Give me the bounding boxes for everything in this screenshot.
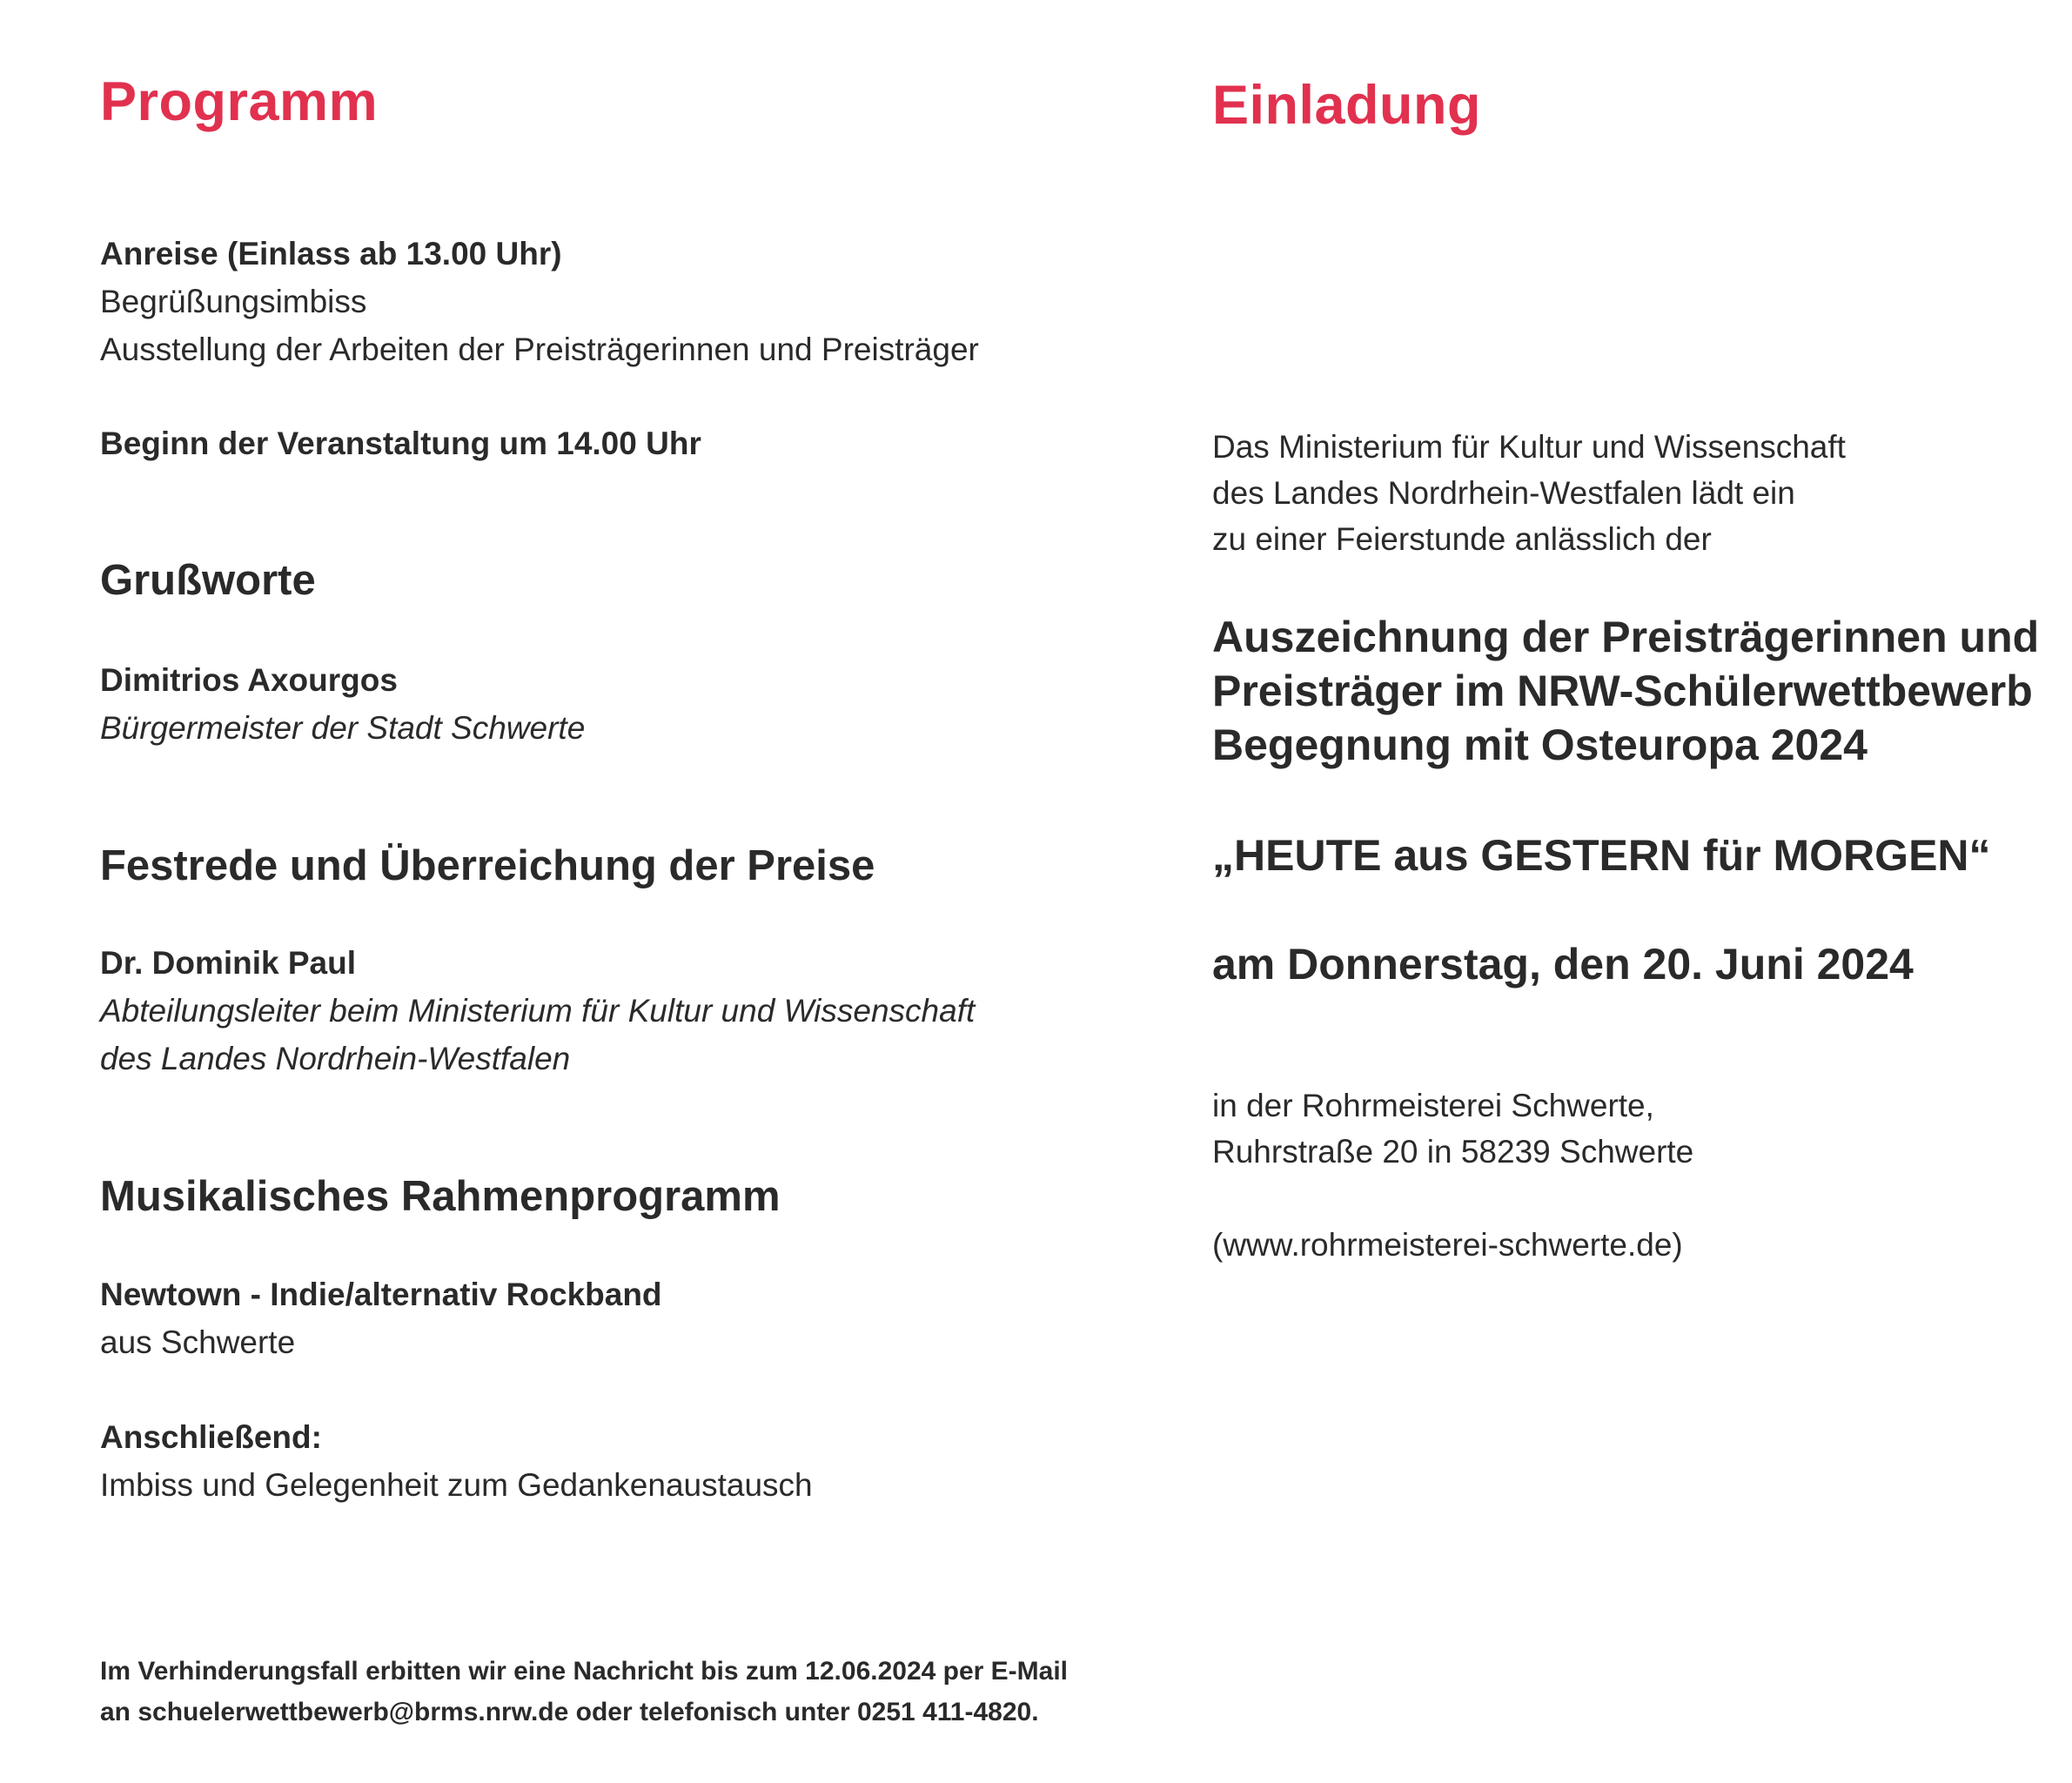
music-origin: aus Schwerte xyxy=(100,1324,296,1360)
arrival-title: Anreise (Einlass ab 13.00 Uhr) xyxy=(100,236,562,271)
arrival-line: Begrüßungsimbiss xyxy=(100,284,367,319)
invitation-heading: Einladung xyxy=(1212,75,1481,136)
program-heading: Programm xyxy=(100,71,379,132)
greetings-speaker-role: Bürgermeister der Stadt Schwerte xyxy=(100,710,586,746)
speech-speaker-role: Abteilungsleiter beim Ministerium für Kultur und Wissenschaft xyxy=(100,993,976,1029)
footer-note: an schuelerwettbewerb@brms.nrw.de oder telefonisch unter 0251 411-4820. xyxy=(100,1698,1039,1726)
invitation-intro-line: Das Ministerium für Kultur und Wissenschaft xyxy=(1212,429,1846,465)
event-motto: „HEUTE aus GESTERN für MORGEN“ xyxy=(1212,831,1991,880)
footer-note: Im Verhinderungsfall erbitten wir eine Nachricht bis zum 12.06.2024 per E-Mail xyxy=(100,1657,1069,1686)
venue-line: Ruhrstraße 20 in 58239 Schwerte xyxy=(1212,1134,1694,1170)
music-band: Newtown - Indie/alternativ Rockband xyxy=(100,1277,662,1312)
afterwards-text: Imbiss und Gelegenheit zum Gedankenaustausch xyxy=(100,1467,813,1503)
arrival-line: Ausstellung der Arbeiten der Preisträgerinnen und Preisträger xyxy=(100,332,979,367)
invitation-intro-line: des Landes Nordrhein-Westfalen lädt ein xyxy=(1212,475,1795,511)
event-title-line: Begegnung mit Osteuropa 2024 xyxy=(1212,721,1867,769)
event-date: am Donnerstag, den 20. Juni 2024 xyxy=(1212,940,1914,989)
event-title-line: Auszeichnung der Preisträgerinnen und xyxy=(1212,613,2040,661)
afterwards-title: Anschließend: xyxy=(100,1419,322,1455)
speech-speaker-name: Dr. Dominik Paul xyxy=(100,945,357,981)
speech-title: Festrede und Überreichung der Preise xyxy=(100,842,875,889)
invitation-intro-line: zu einer Feierstunde anlässlich der xyxy=(1212,521,1712,557)
event-title-line: Preisträger im NRW-Schülerwettbewerb xyxy=(1212,667,2033,715)
greetings-title: Grußworte xyxy=(100,557,316,604)
venue-line: in der Rohrmeisterei Schwerte, xyxy=(1212,1088,1654,1123)
speech-speaker-role: des Landes Nordrhein-Westfalen xyxy=(100,1041,571,1076)
music-title: Musikalisches Rahmenprogramm xyxy=(100,1173,781,1220)
start-time: Beginn der Veranstaltung um 14.00 Uhr xyxy=(100,426,701,461)
venue-website: (www.rohrmeisterei-schwerte.de) xyxy=(1212,1227,1683,1263)
greetings-speaker-name: Dimitrios Axourgos xyxy=(100,662,398,698)
